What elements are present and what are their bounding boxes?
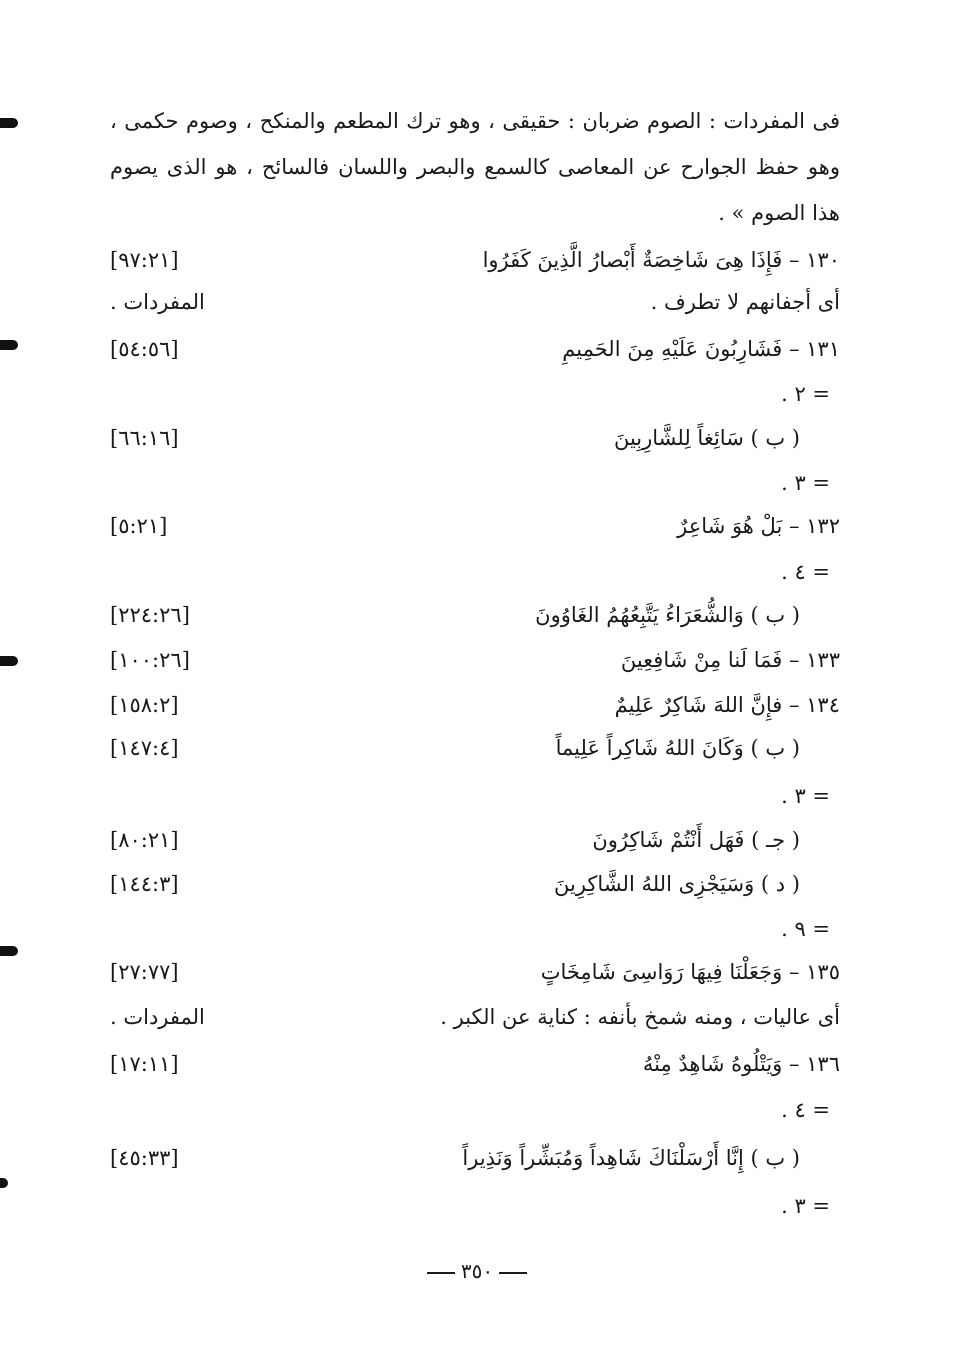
verse-reference: [٨٠:٢١] <box>110 828 179 852</box>
entry-130-note <box>110 280 840 324</box>
entry-134-d <box>110 862 840 906</box>
scan-mark <box>0 1178 8 1188</box>
entry-134-b <box>110 726 840 770</box>
entry-132 <box>110 504 840 548</box>
verse-reference: [١٠٠:٢٦] <box>110 648 190 672</box>
entry-133 <box>110 638 840 682</box>
verse-text: ( ب ) سَائِغاً لِلشَّارِبِينَ <box>613 426 800 450</box>
verse-text: ( ب ) إِنَّا أَرْسَلْنَاكَ شَاهِداً وَمُبَشِّراً وَنَذِيراً <box>462 1146 800 1170</box>
entry-131-b <box>110 416 840 460</box>
verse-reference: [٤٥:٣٣] <box>110 1146 179 1170</box>
footer-dash <box>499 1272 527 1274</box>
verse-reference: [١٤٤:٣] <box>110 872 179 896</box>
entry-131-count <box>110 372 840 416</box>
verse-text: ١٣٣ – فَمَا لَنا مِنْ شَافِعِينَ <box>620 648 840 672</box>
verse-reference: [٩٧:٢١] <box>110 248 179 272</box>
footer-dash <box>427 1272 455 1274</box>
verse-text: ( ب ) وَكَانَ اللهُ شَاكِراً عَلِيماً <box>555 736 800 760</box>
verse-reference: [٥:٢١] <box>110 514 168 538</box>
verse-reference: [٦٦:١٦] <box>110 426 179 450</box>
verse-text: ١٣٥ – وَجَعَلْنَا فِيهَا رَوَاسِىَ شَامِخَاتٍ <box>540 960 840 984</box>
count-marker: = ٣ . <box>781 784 830 808</box>
entry-134-d-count <box>110 907 840 951</box>
verse-text: ١٣٠ – فَإِذَا هِىَ شَاخِصَةٌ أَبْصارُ الَّذِينَ كَفَرُوا <box>482 248 840 272</box>
verse-text: ( ب ) وَالشُّعَرَاءُ يَتَّبِعُهُمُ الغَاوُونَ <box>535 603 800 627</box>
entry-134 <box>110 683 840 727</box>
source-reference: المفردات . <box>110 1005 205 1029</box>
verse-text: ١٣٦ – وَيَتْلُوهُ شَاهِدٌ مِنْهُ <box>642 1052 840 1076</box>
page-footer <box>0 1256 954 1286</box>
entry-136-b-count <box>110 1184 840 1228</box>
explanation-text: أى عاليات ، ومنه شمخ بأنفه : كناية عن الكبر . <box>440 1005 840 1029</box>
count-marker: = ٤ . <box>781 1098 830 1122</box>
count-marker: = ٤ . <box>781 560 830 584</box>
verse-reference: [١٥٨:٢] <box>110 693 179 717</box>
entry-134-b-count <box>110 774 840 818</box>
entry-136-count <box>110 1088 840 1132</box>
verse-reference: [٢٢٤:٢٦] <box>110 603 190 627</box>
verse-text: ١٣٤ – فإِنَّ اللهَ شَاكِرٌ عَلِيمٌ <box>614 693 840 717</box>
entry-136 <box>110 1042 840 1086</box>
source-reference: المفردات . <box>110 290 205 314</box>
verse-reference: [٢٧:٧٧] <box>110 960 179 984</box>
scan-mark <box>0 946 18 956</box>
scan-mark <box>0 340 18 350</box>
entry-131-b-count <box>110 461 840 505</box>
scan-mark <box>0 656 18 666</box>
count-marker: = ٣ . <box>781 1194 830 1218</box>
entry-132-b <box>110 593 840 637</box>
count-marker: = ٩ . <box>781 917 830 941</box>
entry-131 <box>110 327 840 371</box>
entry-134-c <box>110 818 840 862</box>
verse-text: ١٣٢ – بَلْ هُوَ شَاعِرٌ <box>677 514 840 538</box>
explanation-text: أى أجفانهم لا تطرف . <box>650 290 840 314</box>
scan-mark <box>0 118 18 128</box>
verse-reference: [١٤٧:٤] <box>110 736 179 760</box>
verse-reference: [١٧:١١] <box>110 1052 179 1076</box>
entry-135 <box>110 950 840 994</box>
verse-text: ( جـ ) فَهَل أَنْتُمْ شَاكِرُونَ <box>592 828 800 852</box>
entry-136-b <box>110 1136 840 1180</box>
count-marker: = ٣ . <box>781 471 830 495</box>
verse-text: ١٣١ – فَشَارِبُونَ عَلَيْهِ مِنَ الحَمِيمِ <box>562 337 840 361</box>
count-marker: = ٢ . <box>781 382 830 406</box>
entry-135-note <box>110 995 840 1039</box>
page-number: ٣٥٠ <box>460 1259 494 1283</box>
verse-reference: [٥٤:٥٦] <box>110 337 179 361</box>
entry-132-count <box>110 550 840 594</box>
verse-text: ( د ) وَسَيَجْزِى اللهُ الشَّاكِرِينَ <box>554 872 800 896</box>
intro-paragraph: فى المفردات : الصوم ضربان : حقيقى ، وهو ترك المطعم والمنكح ، وصوم حكمى ، وهو حفظ الجوارح عن المعاصى كالسمع والبصر واللسان فالسائح ، هو الذى يصوم هذا الصوم » . <box>110 109 840 225</box>
entry-130 <box>110 238 840 282</box>
